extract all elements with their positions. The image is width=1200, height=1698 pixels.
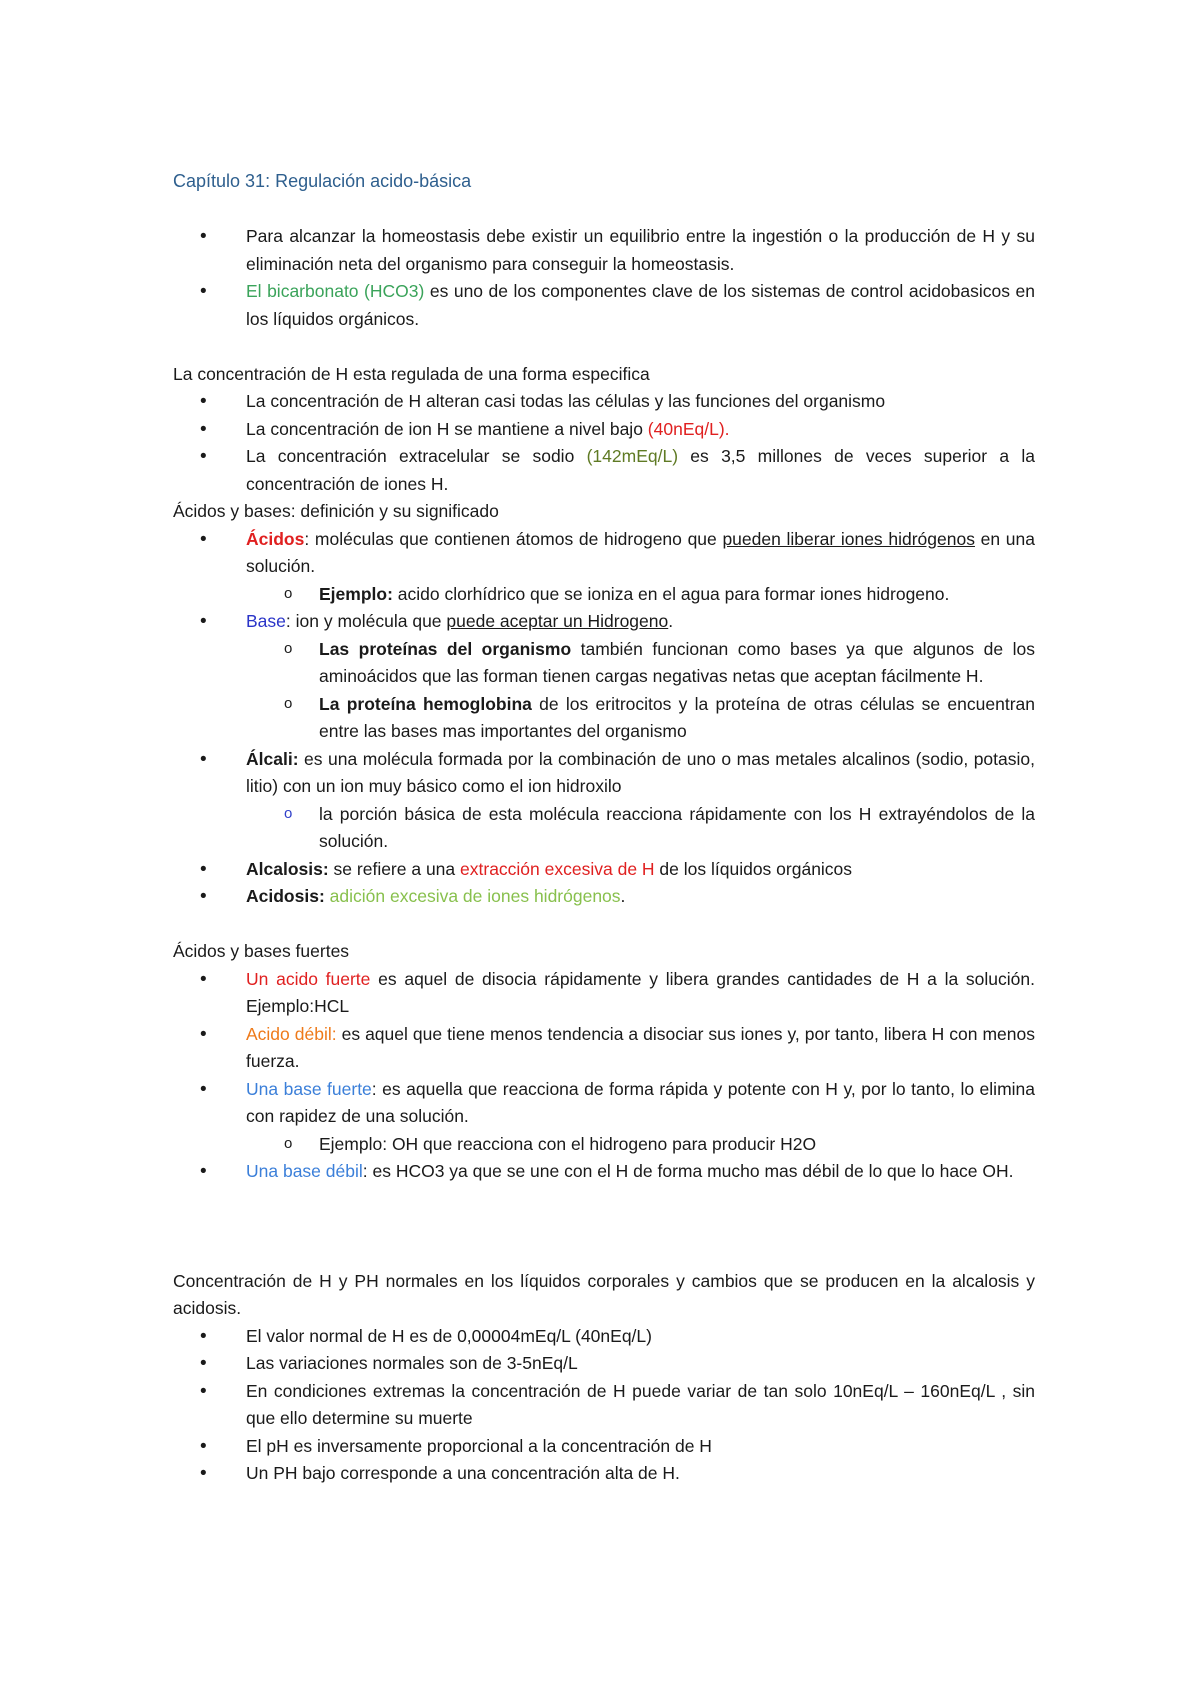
strong-list xyxy=(173,966,1035,1186)
list-item: • La concentración extracelular se sodio (142mEq/L) es 3,5 millones de veces superior a la concentración de iones H. xyxy=(173,443,1035,498)
list-item: • Acido débil: es aquel que tiene menos tendencia a disociar sus iones y, por tanto, libera H con menos fuerza. xyxy=(173,1021,1035,1076)
list-item: • Una base débil: es HCO3 ya que se une con el H de forma mucho mas débil de lo que lo hace OH. xyxy=(173,1158,1035,1186)
list-item: • El pH es inversamente proporcional a la concentración de H xyxy=(173,1433,1035,1461)
highlight: extracción excesiva de H xyxy=(460,858,655,879)
term: Ejemplo: xyxy=(319,583,393,604)
sub-list-item: o Ejemplo: acido clorhídrico que se ioniza en el agua para formar iones hidrogeno. xyxy=(173,581,1035,609)
underlined-text: pueden liberar iones hidrógenos xyxy=(722,528,975,549)
underlined-text: puede aceptar un Hidrogeno xyxy=(446,611,669,631)
chapter-title: Capítulo 31: Regulación acido-básica xyxy=(173,171,472,191)
list-item: • Para alcanzar la homeostasis debe existir un equilibrio entre la ingestión o la producción de H y su eliminación neta del organismo para conseguir la homeostasis. xyxy=(173,223,1035,278)
value-highlight: (40nEq/L). xyxy=(647,418,730,439)
list-item: • Álcali: es una molécula formada por la combinación de uno o mas metales alcalinos (sodio, potasio, litio) con un ion muy básico como el ion hidroxilo xyxy=(173,746,1035,801)
section-heading: Concentración de H y PH normales en los líquidos corporales y cambios que se producen en la alcalosis y acidosis. xyxy=(173,1270,1035,1318)
spacer xyxy=(173,911,1035,939)
list-item: • Alcalosis: se refiere a una extracción excesiva de H de los líquidos orgánicos xyxy=(173,856,1035,884)
term: Álcali: xyxy=(246,748,299,769)
list-item: • El bicarbonato (HCO3) es uno de los componentes clave de los sistemas de control acidobasicos en los líquidos orgánicos. xyxy=(173,278,1035,333)
list-item: • En condiciones extremas la concentración de H puede variar de tan solo 10nEq/L – 160nEq/L , sin que ello determine su muerte xyxy=(173,1378,1035,1433)
term: Alcalosis: xyxy=(246,858,329,879)
document-body xyxy=(173,168,1035,1488)
section-heading: La concentración de H esta regulada de una forma especifica xyxy=(173,363,650,384)
term: La proteína hemoglobina xyxy=(319,693,532,714)
list-item: • La concentración de ion H se mantiene a nivel bajo (40nEq/L). xyxy=(173,416,1035,444)
list-item: • Ácidos: moléculas que contienen átomos de hidrogeno que pueden liberar iones hidrógenos en una solución. xyxy=(173,526,1035,581)
spacer xyxy=(173,333,1035,361)
list-item: • Las variaciones normales son de 3-5nEq/L xyxy=(173,1350,1035,1378)
list-item: • Un PH bajo corresponde a una concentración alta de H. xyxy=(173,1460,1035,1488)
term: Base xyxy=(246,611,286,631)
bicarbonate-highlight: El bicarbonato (HCO3) xyxy=(246,281,425,301)
term: Ácidos xyxy=(246,528,305,549)
list-item: • El valor normal de H es de 0,00004mEq/L (40nEq/L) xyxy=(173,1323,1035,1351)
term: Acido débil: xyxy=(246,1023,337,1044)
intro-list xyxy=(173,223,1035,333)
sub-list-item: o Ejemplo: OH que reacciona con el hidrogeno para producir H2O xyxy=(173,1131,1035,1159)
spacer xyxy=(173,1186,1035,1268)
term: Acidosis: xyxy=(246,886,325,906)
term: Una base débil xyxy=(246,1161,363,1181)
list-item: • Un acido fuerte es aquel de disocia rápidamente y libera grandes cantidades de H a la solución. Ejemplo:HCL xyxy=(173,966,1035,1021)
list-item: • Base: ion y molécula que puede aceptar un Hidrogeno. xyxy=(173,608,1035,636)
highlight: adición excesiva de iones hidrógenos xyxy=(329,886,621,906)
list-item: • Una base fuerte: es aquella que reacciona de forma rápida y potente con H y, por lo tanto, lo elimina con rapidez de una solución. xyxy=(173,1076,1035,1131)
sub-list-item: o la porción básica de esta molécula reacciona rápidamente con los H extrayéndolos de la solución. xyxy=(173,801,1035,856)
term: Un acido fuerte xyxy=(246,968,371,989)
term: Una base fuerte xyxy=(246,1078,372,1099)
definitions-list xyxy=(173,526,1035,911)
sub-list-item: o La proteína hemoglobina de los eritrocitos y la proteína de otras células se encuentran entre las bases mas importantes del organismo xyxy=(173,691,1035,746)
normals-list xyxy=(173,1323,1035,1488)
section-heading: Ácidos y bases: definición y su significado xyxy=(173,501,499,521)
term: Las proteínas del organismo xyxy=(319,638,572,659)
spacer xyxy=(173,196,1035,224)
list-item: • La concentración de H alteran casi todas las células y las funciones del organismo xyxy=(173,388,1035,416)
sub-list-item: o Las proteínas del organismo también funcionan como bases ya que algunos de los aminoácidos que las forman tienen cargas negativas netas que aceptan fácilmente H. xyxy=(173,636,1035,691)
section-heading: Ácidos y bases fuertes xyxy=(173,941,350,961)
value-highlight: (142mEq/L) xyxy=(586,446,679,466)
regulation-list xyxy=(173,388,1035,498)
list-item: • Acidosis: adición excesiva de iones hidrógenos. xyxy=(173,883,1035,911)
